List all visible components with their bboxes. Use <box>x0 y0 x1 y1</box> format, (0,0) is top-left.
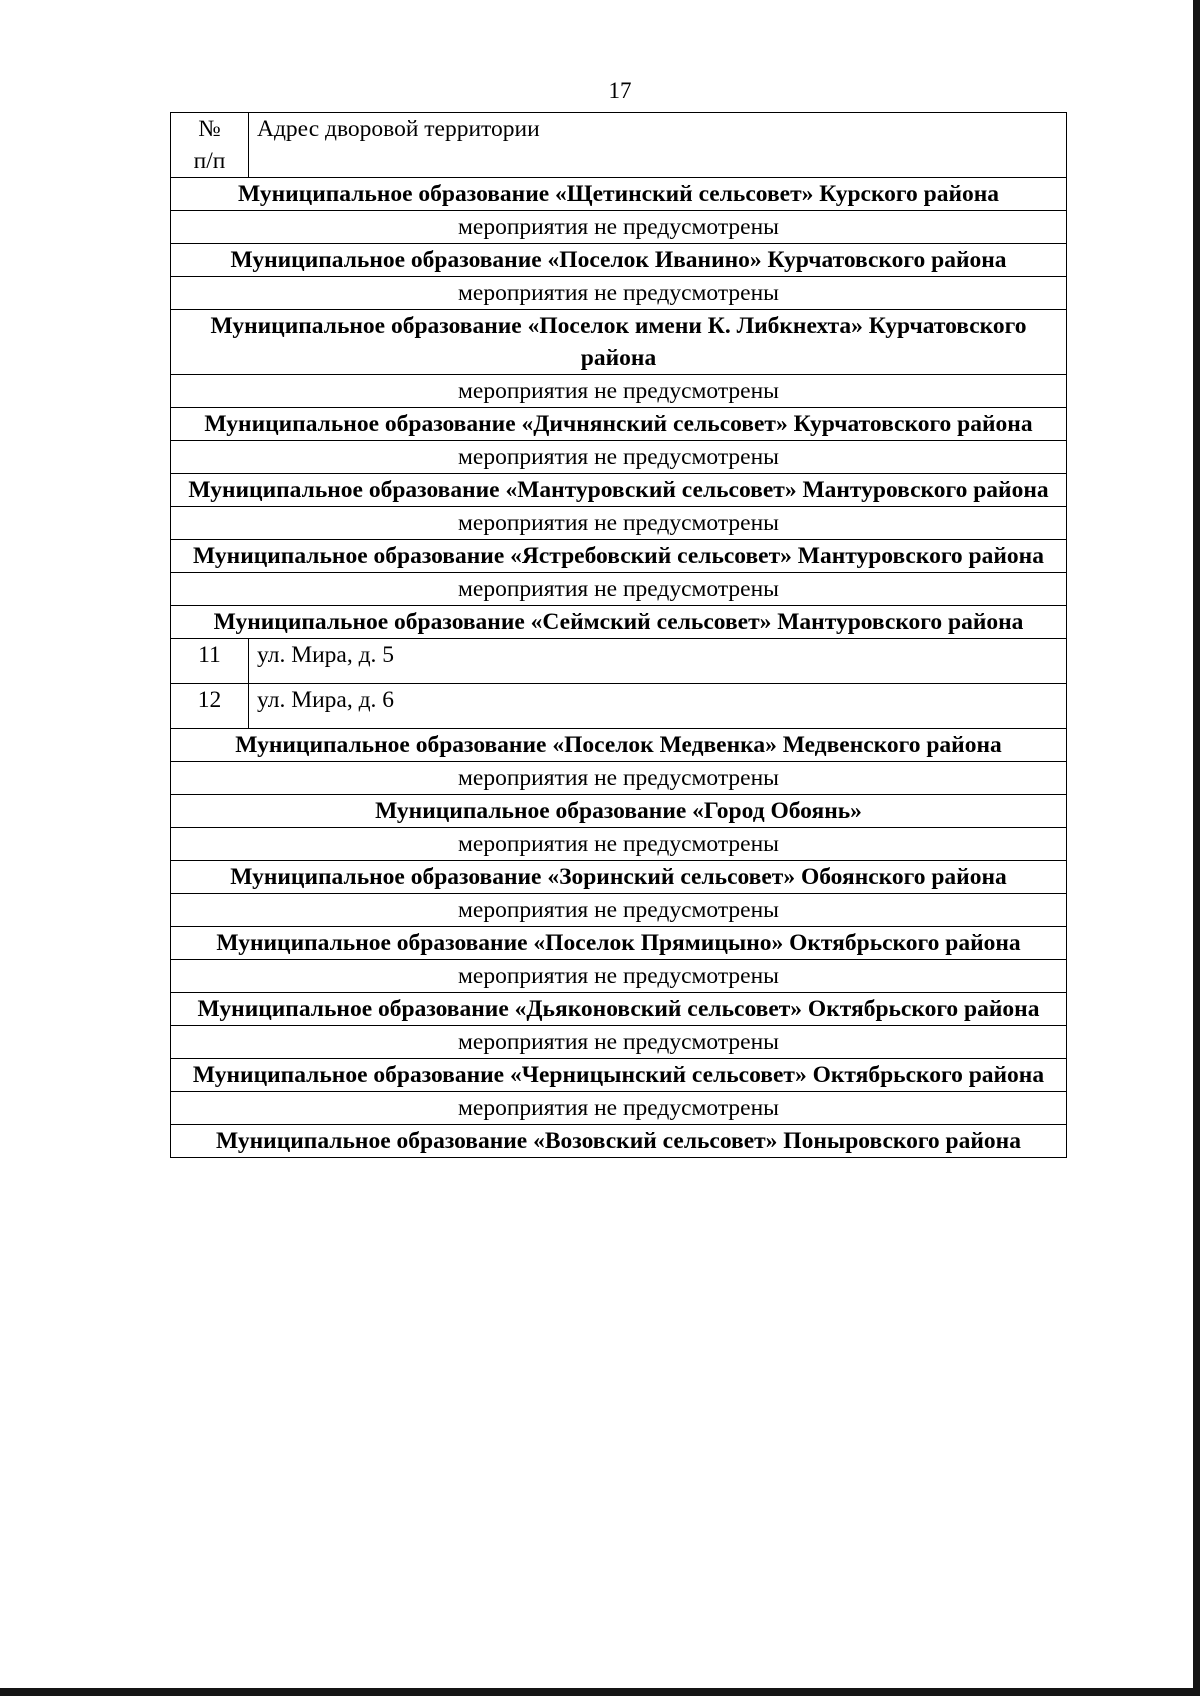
municipality-row <box>171 178 1067 211</box>
no-measures-row <box>171 507 1067 540</box>
municipality-heading: Муниципальное образование «Поселок имени К. Либкнехта» Курчатовского района <box>171 310 1067 375</box>
header-number-cell <box>171 113 249 178</box>
no-measures-text: мероприятия не предусмотрены <box>171 960 1067 993</box>
municipality-heading: Муниципальное образование «Сеймский сельсовет» Мантуровского района <box>171 606 1067 639</box>
no-measures-row <box>171 960 1067 993</box>
municipality-heading: Муниципальное образование «Зоринский сельсовет» Обоянского района <box>171 861 1067 894</box>
municipality-heading: Муниципальное образование «Мантуровский сельсовет» Мантуровского района <box>171 474 1067 507</box>
scan-border-right <box>1193 0 1200 1696</box>
municipality-heading: Муниципальное образование «Ястребовский сельсовет» Мантуровского района <box>171 540 1067 573</box>
no-measures-row <box>171 828 1067 861</box>
municipality-heading: Муниципальное образование «Возовский сельсовет» Поныровского района <box>171 1125 1067 1158</box>
municipality-heading: Муниципальное образование «Поселок Прямицыно» Октябрьского района <box>171 927 1067 960</box>
municipality-row <box>171 729 1067 762</box>
municipality-row <box>171 861 1067 894</box>
header-address-cell: Адрес дворовой территории <box>249 113 1067 178</box>
no-measures-text: мероприятия не предусмотрены <box>171 894 1067 927</box>
scan-border-bottom <box>0 1688 1200 1696</box>
no-measures-text: мероприятия не предусмотрены <box>171 441 1067 474</box>
row-number: 12 <box>171 684 249 729</box>
no-measures-text: мероприятия не предусмотрены <box>171 507 1067 540</box>
municipality-row <box>171 310 1067 375</box>
no-measures-text: мероприятия не предусмотрены <box>171 762 1067 795</box>
municipality-row <box>171 408 1067 441</box>
municipality-row <box>171 540 1067 573</box>
row-address: ул. Мира, д. 6 <box>249 684 1067 729</box>
address-row <box>171 639 1067 684</box>
row-address: ул. Мира, д. 5 <box>249 639 1067 684</box>
municipality-row <box>171 1125 1067 1158</box>
address-row <box>171 684 1067 729</box>
no-measures-row <box>171 1092 1067 1125</box>
municipality-row <box>171 244 1067 277</box>
no-measures-row <box>171 894 1067 927</box>
no-measures-text: мероприятия не предусмотрены <box>171 828 1067 861</box>
no-measures-text: мероприятия не предусмотрены <box>171 277 1067 310</box>
municipality-heading: Муниципальное образование «Дьяконовский сельсовет» Октябрьского района <box>171 993 1067 1026</box>
municipality-heading: Муниципальное образование «Черницынский сельсовет» Октябрьского района <box>171 1059 1067 1092</box>
municipality-row <box>171 474 1067 507</box>
header-number-abbrev: п/п <box>193 148 226 174</box>
no-measures-text: мероприятия не предусмотрены <box>171 1092 1067 1125</box>
no-measures-row <box>171 375 1067 408</box>
municipality-row <box>171 1059 1067 1092</box>
page-number: 17 <box>608 78 632 103</box>
no-measures-row <box>171 762 1067 795</box>
no-measures-row <box>171 277 1067 310</box>
address-table <box>170 112 1067 1158</box>
municipality-heading: Муниципальное образование «Город Обоянь» <box>171 795 1067 828</box>
municipality-row <box>171 606 1067 639</box>
table-header-row <box>171 113 1067 178</box>
no-measures-row <box>171 573 1067 606</box>
no-measures-text: мероприятия не предусмотрены <box>171 375 1067 408</box>
no-measures-row <box>171 441 1067 474</box>
municipality-heading: Муниципальное образование «Дичнянский сельсовет» Курчатовского района <box>171 408 1067 441</box>
municipality-heading: Муниципальное образование «Щетинский сельсовет» Курского района <box>171 178 1067 211</box>
municipality-heading: Муниципальное образование «Поселок Иванино» Курчатовского района <box>171 244 1067 277</box>
municipality-row <box>171 993 1067 1026</box>
row-number: 11 <box>171 639 249 684</box>
no-measures-row <box>171 1026 1067 1059</box>
municipality-row <box>171 927 1067 960</box>
address-table-body <box>171 113 1067 1158</box>
header-number-symbol: № <box>198 116 221 142</box>
municipality-heading: Муниципальное образование «Поселок Медвенка» Медвенского района <box>171 729 1067 762</box>
municipality-row <box>171 795 1067 828</box>
no-measures-text: мероприятия не предусмотрены <box>171 1026 1067 1059</box>
no-measures-text: мероприятия не предусмотрены <box>171 211 1067 244</box>
no-measures-row <box>171 211 1067 244</box>
no-measures-text: мероприятия не предусмотрены <box>171 573 1067 606</box>
